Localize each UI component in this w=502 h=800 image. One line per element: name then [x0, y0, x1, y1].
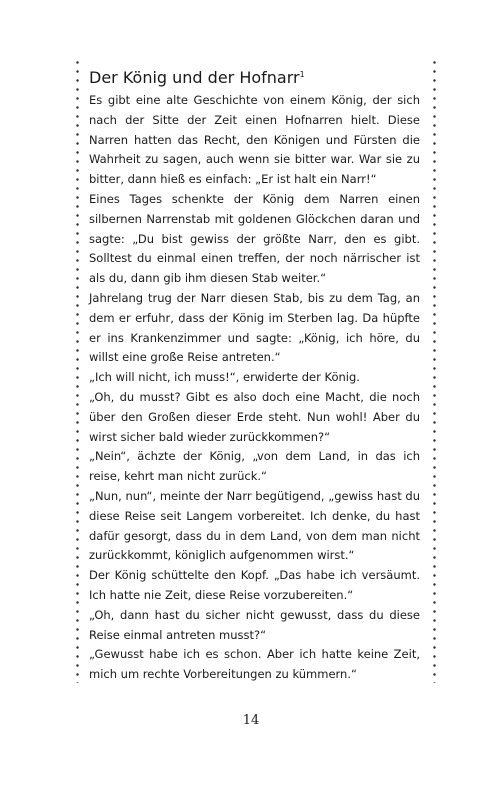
paragraph: „Ich will nicht, ich muss!“, erwiderte der König.: [89, 370, 360, 385]
paragraph: Der König schüttelte den Kopf. „Das habe ich versäumt. Ich hatte nie Zeit, diese Reise vorzubereiten.“: [89, 568, 420, 602]
paragraph: „Nein“, ächzte der König, „von dem Land, in das ich reise, kehrt man nicht zurück.“: [89, 449, 420, 484]
paragraph: „Oh, dann hast du sicher nicht gewusst, dass du diese Reise einmal antreten musst?“: [89, 607, 420, 642]
paragraph: „Nun, nun“, meinte der Narr begütigend, „gewiss hast du diese Reise seit Langem vorbereitet. Ich denke, du hast dafür gesorgt, dass du in dem Land, von dem man nicht zurückkommt, königlich aufgenommen wirst.“: [89, 488, 420, 563]
dotted-border-left: [76, 58, 79, 683]
paragraph: Eines Tages schenkte der König dem Narren einen silbernen Narrenstab mit goldenen Glöckchen daran und sagte: „Du bist gewiss der größte Narr, den es gibt. Solltest du einmal einen treffen, der noch närrischer ist als du, dann gib ihm diesen Stab weiter.“: [89, 191, 420, 286]
story-title: [89, 64, 420, 89]
paragraph: Es gibt eine alte Geschichte von einem König, der sich nach der Sitte der Zeit einen Hofnarren hielt. Diese Narren hatten das Recht, den Königen und Fürsten die Wahrheit zu sagen, auch wenn sie bitter war. War sie zu bitter, dann hieß es einfach: „Er ist halt ein Narr!“: [89, 93, 420, 187]
paragraph: „Oh, du musst? Gibt es also doch eine Macht, die noch über den Großen dieser Erde steht. Nun wohl! Aber du wirst sicher bald wieder zurückkommen?“: [89, 389, 420, 444]
paragraph: „Gewusst habe ich es schon. Aber ich hatte keine Zeit, mich um rechte Vorbereitungen zu kümmern.“: [89, 647, 420, 682]
dotted-border-right: [433, 58, 436, 683]
paragraph: Jahrelang trug der Narr diesen Stab, bis zu dem Tag, an dem er erfuhr, dass der König im Sterben lag. Da hüpfte er ins Krankenzimmer und sagte: „König, ich höre, du willst eine große Reise antreten.“: [89, 290, 420, 365]
title-text: Der König und der Hofnarr: [89, 68, 300, 87]
page-number: 14: [242, 713, 260, 728]
story-content: [89, 64, 420, 685]
footnote-mark: 1: [299, 70, 305, 79]
text-box: [76, 58, 436, 683]
